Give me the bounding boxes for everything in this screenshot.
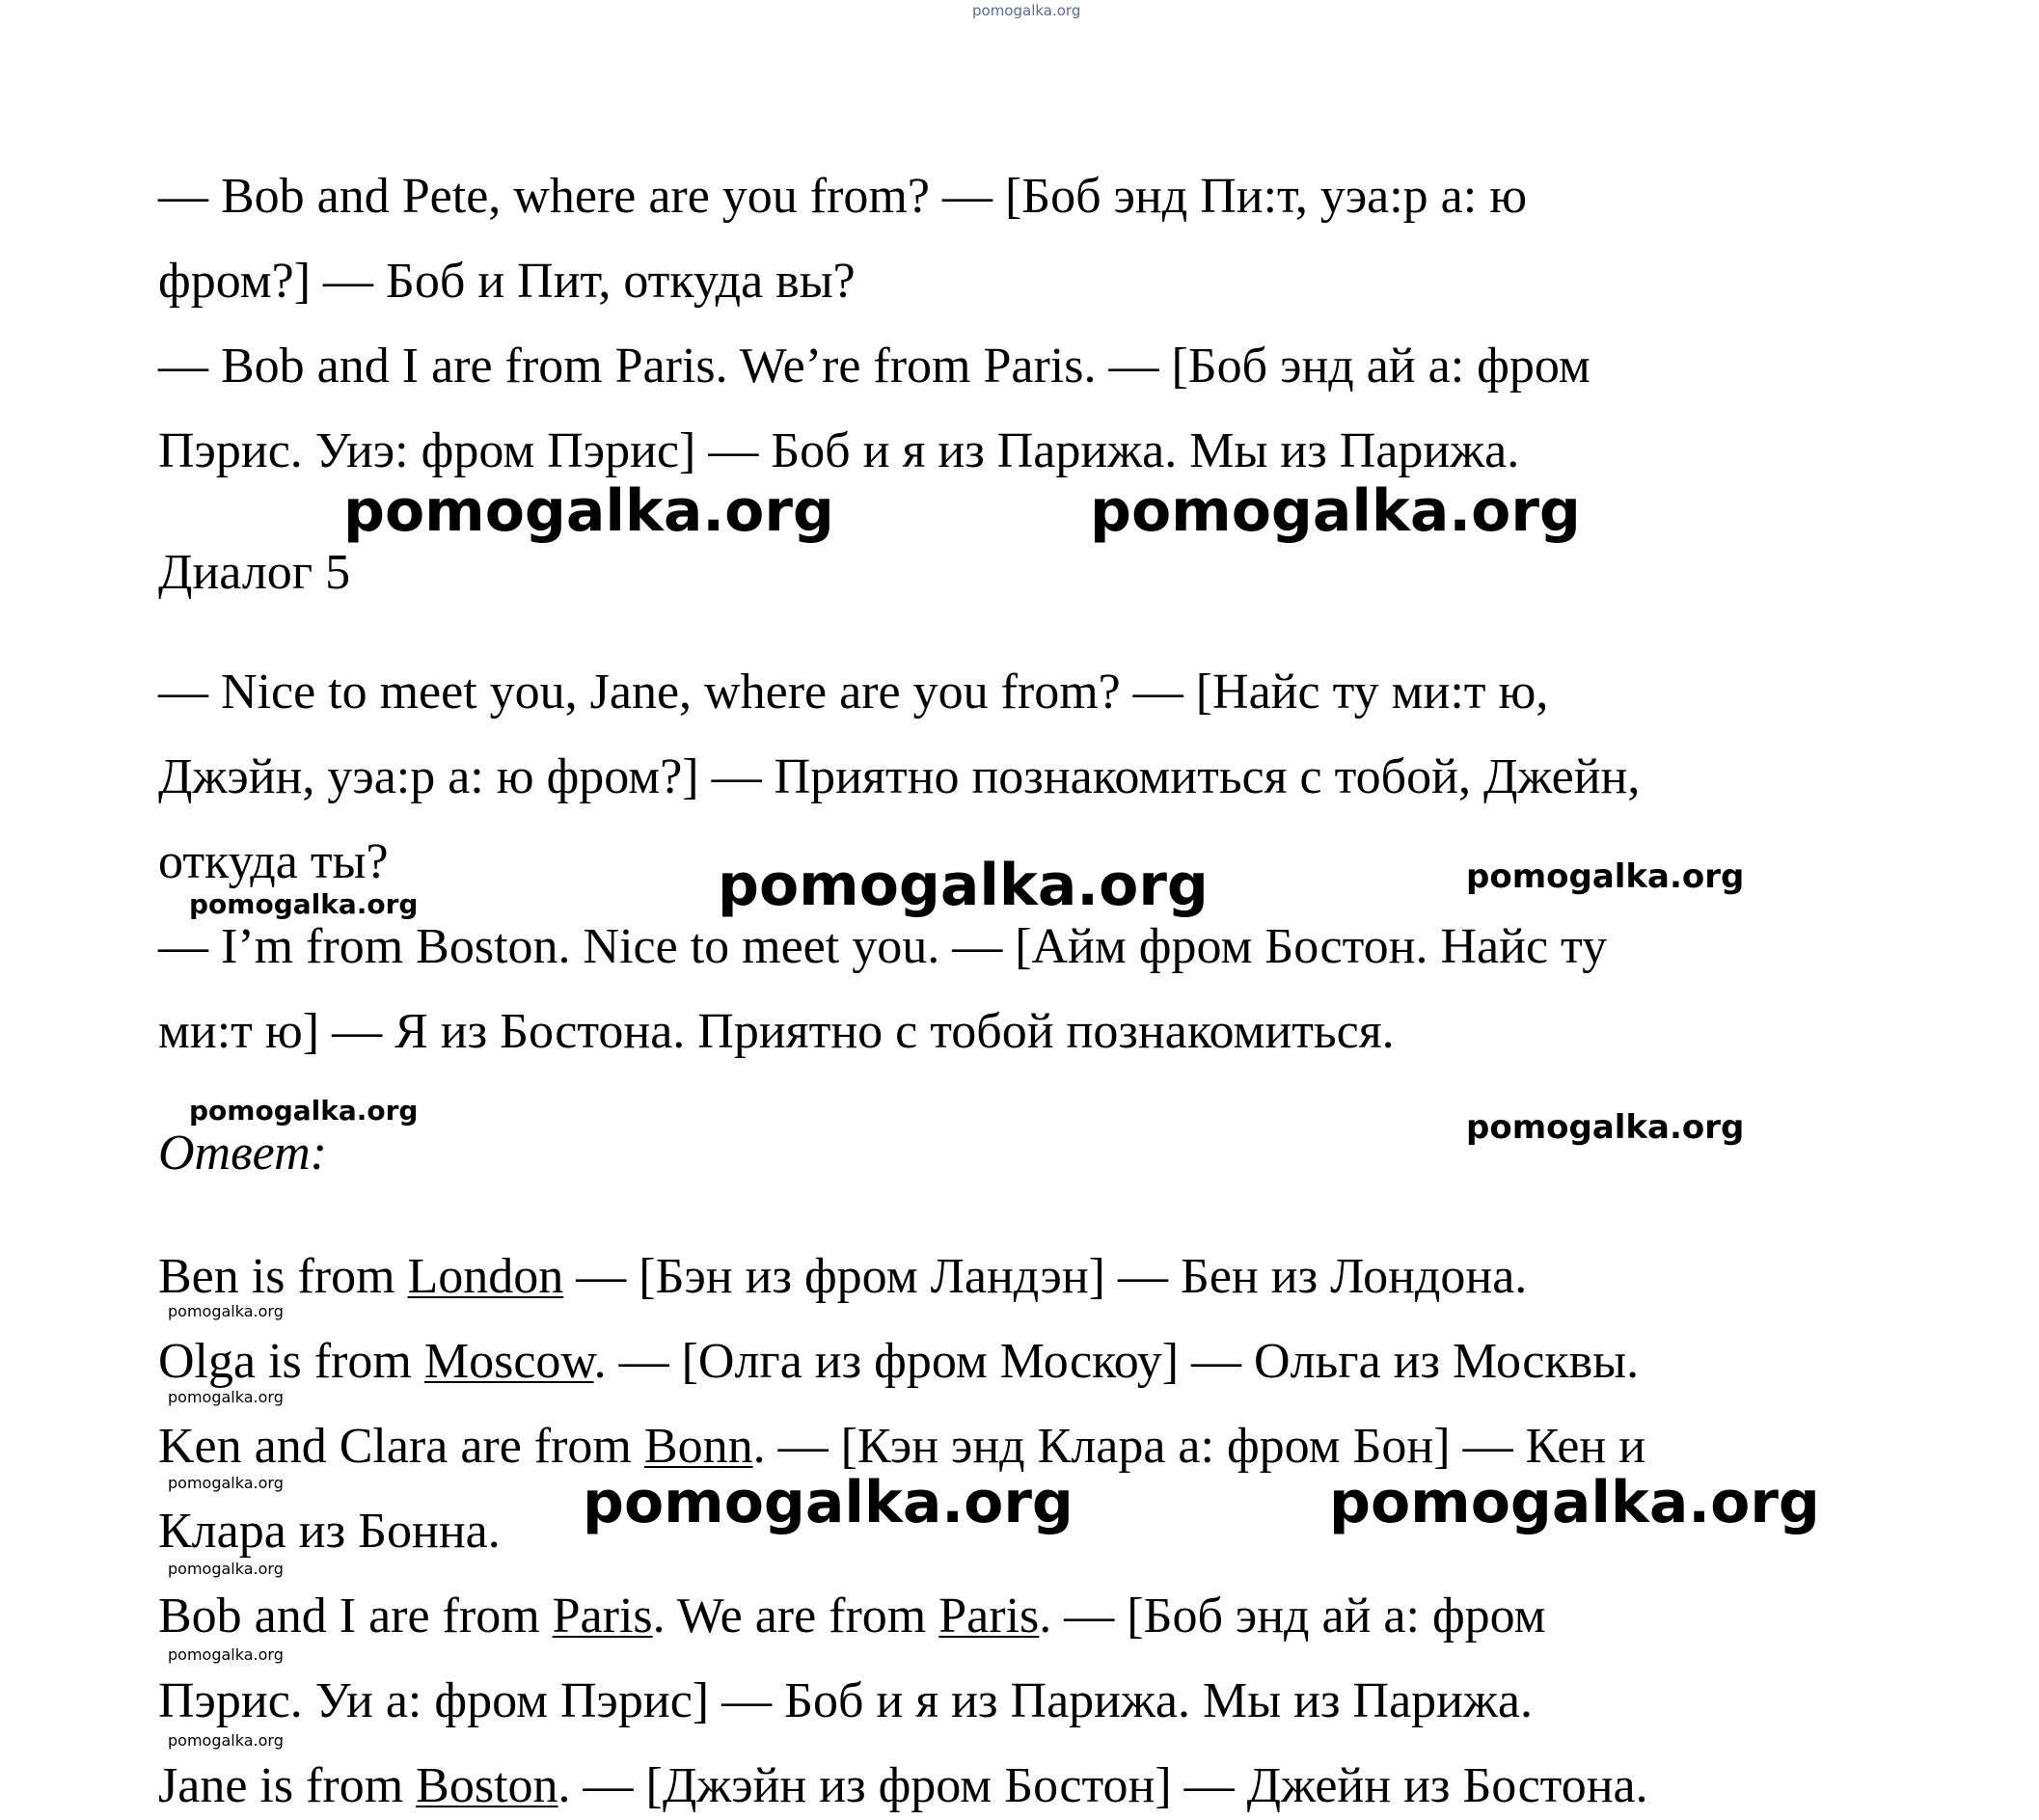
dialog4-line-4: Пэрис. Уиэ: фром Пэрис] — Боб и я из Парижа. Мы из Парижа.: [158, 423, 1520, 478]
watermark: pomogalka.org: [189, 888, 419, 920]
answer-city: Paris: [552, 1589, 653, 1643]
dialog5-line-5: ми:т ю] — Я из Бостона. Приятно с тобой познакомиться.: [158, 1004, 1395, 1059]
answer-text: Jane is from: [158, 1758, 417, 1813]
answer-row-5: [158, 1758, 1648, 1813]
watermark: pomogalka.org: [168, 1560, 284, 1578]
answer-city: Moscow: [423, 1334, 594, 1389]
watermark: pomogalka.org: [168, 1474, 284, 1492]
dialog4-line-1: — Bob and Pete, where are you from? — [Боб энд Пи:т, уэа:р а: ю: [158, 169, 1528, 224]
watermark: pomogalka.org: [1329, 1469, 1820, 1536]
dialog4-line-2: фром?] — Боб и Пит, откуда вы?: [158, 254, 856, 309]
dialog4-line-3: — Bob and I are from Paris. We’re from Paris. — [Боб энд ай а: фром: [158, 339, 1590, 394]
watermark: pomogalka.org: [168, 1731, 284, 1750]
answer-text: Olga is from: [158, 1334, 424, 1389]
header-watermark: pomogalka.org: [972, 2, 1081, 19]
dialog5-line-4: — I’m from Boston. Nice to meet you. — [Айм фром Бостон. Найс ту: [158, 919, 1608, 974]
answer-text: — [Бэн из фром Ландэн] — Бен из Лондона.: [563, 1249, 1528, 1304]
watermark: pomogalka.org: [1466, 1108, 1745, 1147]
answer-row-3: [158, 1419, 1646, 1474]
watermark: pomogalka.org: [1090, 477, 1581, 545]
answer-city: London: [407, 1249, 564, 1304]
answer-city: Bonn: [643, 1419, 753, 1474]
answer-text: . — [Олга из фром Москоу] — Ольга из Москвы.: [593, 1334, 1640, 1389]
answer-text: Ken and Clara are from: [158, 1419, 644, 1474]
dialog5-line-3: откуда ты?: [158, 834, 389, 889]
answer-text: . — [Кэн энд Клара а: фром Бон] — Кен и: [752, 1419, 1646, 1474]
watermark: pomogalka.org: [583, 1469, 1074, 1536]
answer-row-3-cont: Клара из Бонна.: [158, 1504, 501, 1559]
dialog5-line-2: Джэйн, уэа:р а: ю фром?] — Приятно познакомиться с тобой, Джейн,: [158, 749, 1641, 804]
dialog5-line-1: — Nice to meet you, Jane, where are you from? — [Найс ту ми:т ю,: [158, 665, 1549, 720]
answer-text: . — [Боб энд ай а: фром: [1039, 1589, 1546, 1643]
answer-city: Paris: [938, 1589, 1040, 1643]
watermark: pomogalka.org: [1466, 857, 1745, 896]
answer-heading: Ответ:: [158, 1126, 327, 1181]
answer-text: . — [Джэйн из фром Бостон] — Джейн из Бостона.: [557, 1758, 1648, 1813]
answer-row-1: [158, 1249, 1528, 1304]
watermark: pomogalka.org: [168, 1645, 284, 1664]
watermark: pomogalka.org: [189, 1095, 419, 1127]
watermark: pomogalka.org: [168, 1388, 284, 1406]
answer-text: Ben is from: [158, 1249, 408, 1304]
dialog5-heading: Диалог 5: [158, 545, 351, 600]
answer-row-4-cont: Пэрис. Уи а: фром Пэрис] — Боб и я из Парижа. Мы из Парижа.: [158, 1673, 1533, 1728]
answer-text: . We are from: [652, 1589, 939, 1643]
answer-city: Boston: [416, 1758, 558, 1813]
watermark: pomogalka.org: [718, 852, 1209, 919]
answer-row-2: [158, 1334, 1640, 1389]
watermark: pomogalka.org: [168, 1302, 284, 1320]
answer-text: Bob and I are from: [158, 1589, 553, 1643]
watermark: pomogalka.org: [343, 477, 834, 545]
answer-row-4: [158, 1591, 1546, 1642]
